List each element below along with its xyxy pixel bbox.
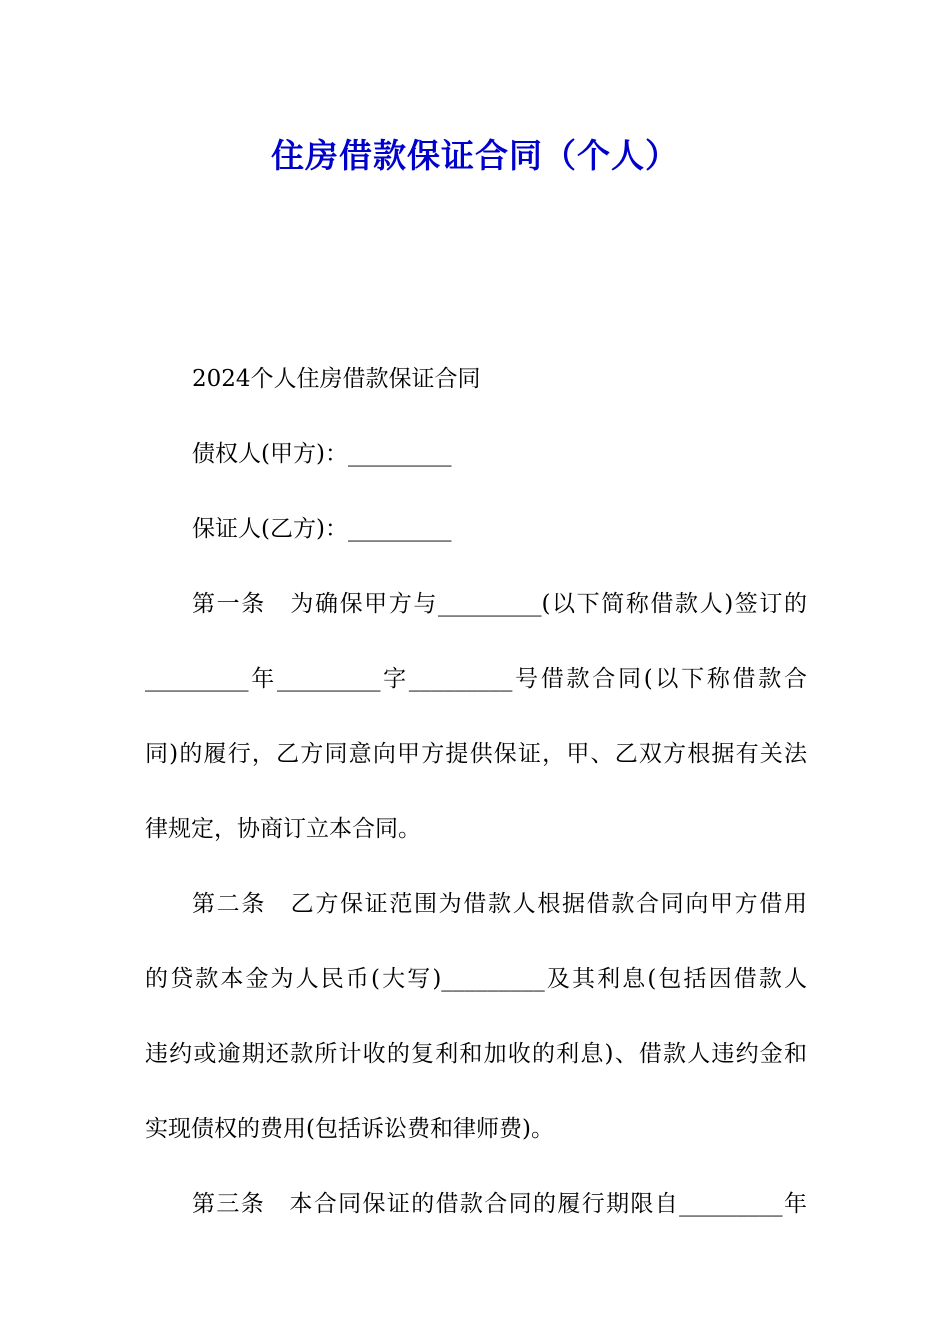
body-line-2: 债权人(甲方)：_________ bbox=[192, 441, 452, 467]
body-line-11: 实现债权的费用(包括诉讼费和律师费)。 bbox=[145, 1116, 554, 1142]
body-line-10: 违约或逾期还款所计收的复利和加收的利息)、借款人违约金和 bbox=[145, 1041, 807, 1067]
body-line-1: 2024个人住房借款保证合同 bbox=[192, 366, 481, 392]
body-line-3: 保证人(乙方)：_________ bbox=[192, 516, 452, 542]
document-title: 住房借款保证合同（个人） bbox=[271, 136, 679, 175]
document-body bbox=[145, 342, 807, 1242]
body-line-7: 律规定，协商订立本合同。 bbox=[145, 816, 421, 842]
body-line-6: 同)的履行，乙方同意向甲方提供保证，甲、乙双方根据有关法 bbox=[145, 741, 807, 767]
body-line-8: 第二条 乙方保证范围为借款人根据借款合同向甲方借用 bbox=[192, 891, 807, 917]
body-line-5: _________年_________字_________号借款合同(以下称借款合 bbox=[145, 666, 807, 692]
body-line-9: 的贷款本金为人民币(大写)_________及其利息(包括因借款人 bbox=[145, 966, 807, 992]
body-line-4: 第一条 为确保甲方与_________(以下简称借款人)签订的 bbox=[192, 591, 807, 617]
body-line-12: 第三条 本合同保证的借款合同的履行期限自_________年 bbox=[192, 1191, 807, 1217]
